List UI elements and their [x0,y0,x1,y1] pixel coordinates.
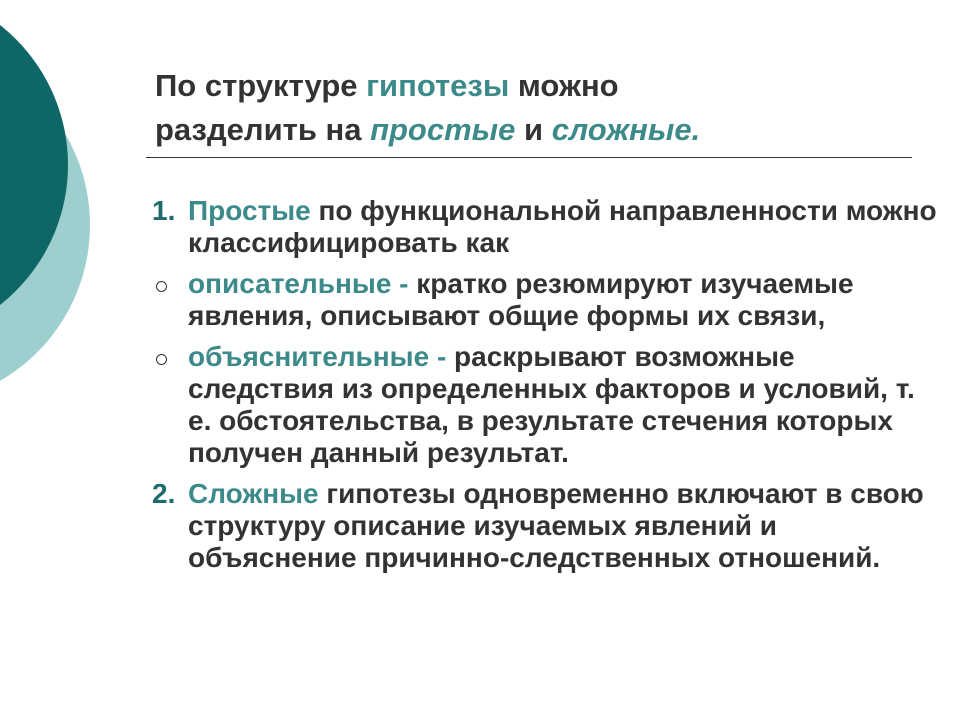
title-accent-simple: простые [370,112,516,147]
bullet-circle-icon [156,354,167,365]
list-item-complex [152,478,942,574]
title-text: По структуре [155,68,367,103]
item-number: 1. [152,195,176,226]
title-text: разделить на [155,112,371,147]
title-divider [146,157,912,158]
title-line-1 [155,64,915,108]
item-text: по функциональной направленности можно классифицировать как [188,195,937,258]
item-term: описательные - [188,268,409,299]
slide-body [152,195,942,583]
title-accent-complex: сложные. [551,112,701,147]
title-text: и [515,112,552,147]
item-term: объяснительные - [188,341,447,372]
list-item-explanatory [152,341,942,469]
bullet-circle-icon [156,281,167,292]
decorative-circles [0,0,120,400]
item-term: Сложные [188,478,319,509]
list-item-descriptive [152,268,942,332]
title-accent-hypothesis: гипотезы [366,68,510,103]
item-number: 2. [152,478,176,509]
title-text: можно [509,68,619,103]
item-text: кратко резюмируют изучаемые явления, описывают общие формы их связи, [188,268,854,331]
item-term: Простые [188,195,311,226]
title-line-2 [155,108,915,152]
item-text: раскрывают возможные следствия из определенных факторов и условий, т. е. обстоятельства, в результате стечения которых получен данный результат. [188,341,915,468]
list-item-simple [152,195,942,259]
slide-title [155,64,915,152]
item-text: гипотезы одновременно включают в свою структуру описание изучаемых явлений и объяснение причинно-следственных отношений. [188,478,924,573]
